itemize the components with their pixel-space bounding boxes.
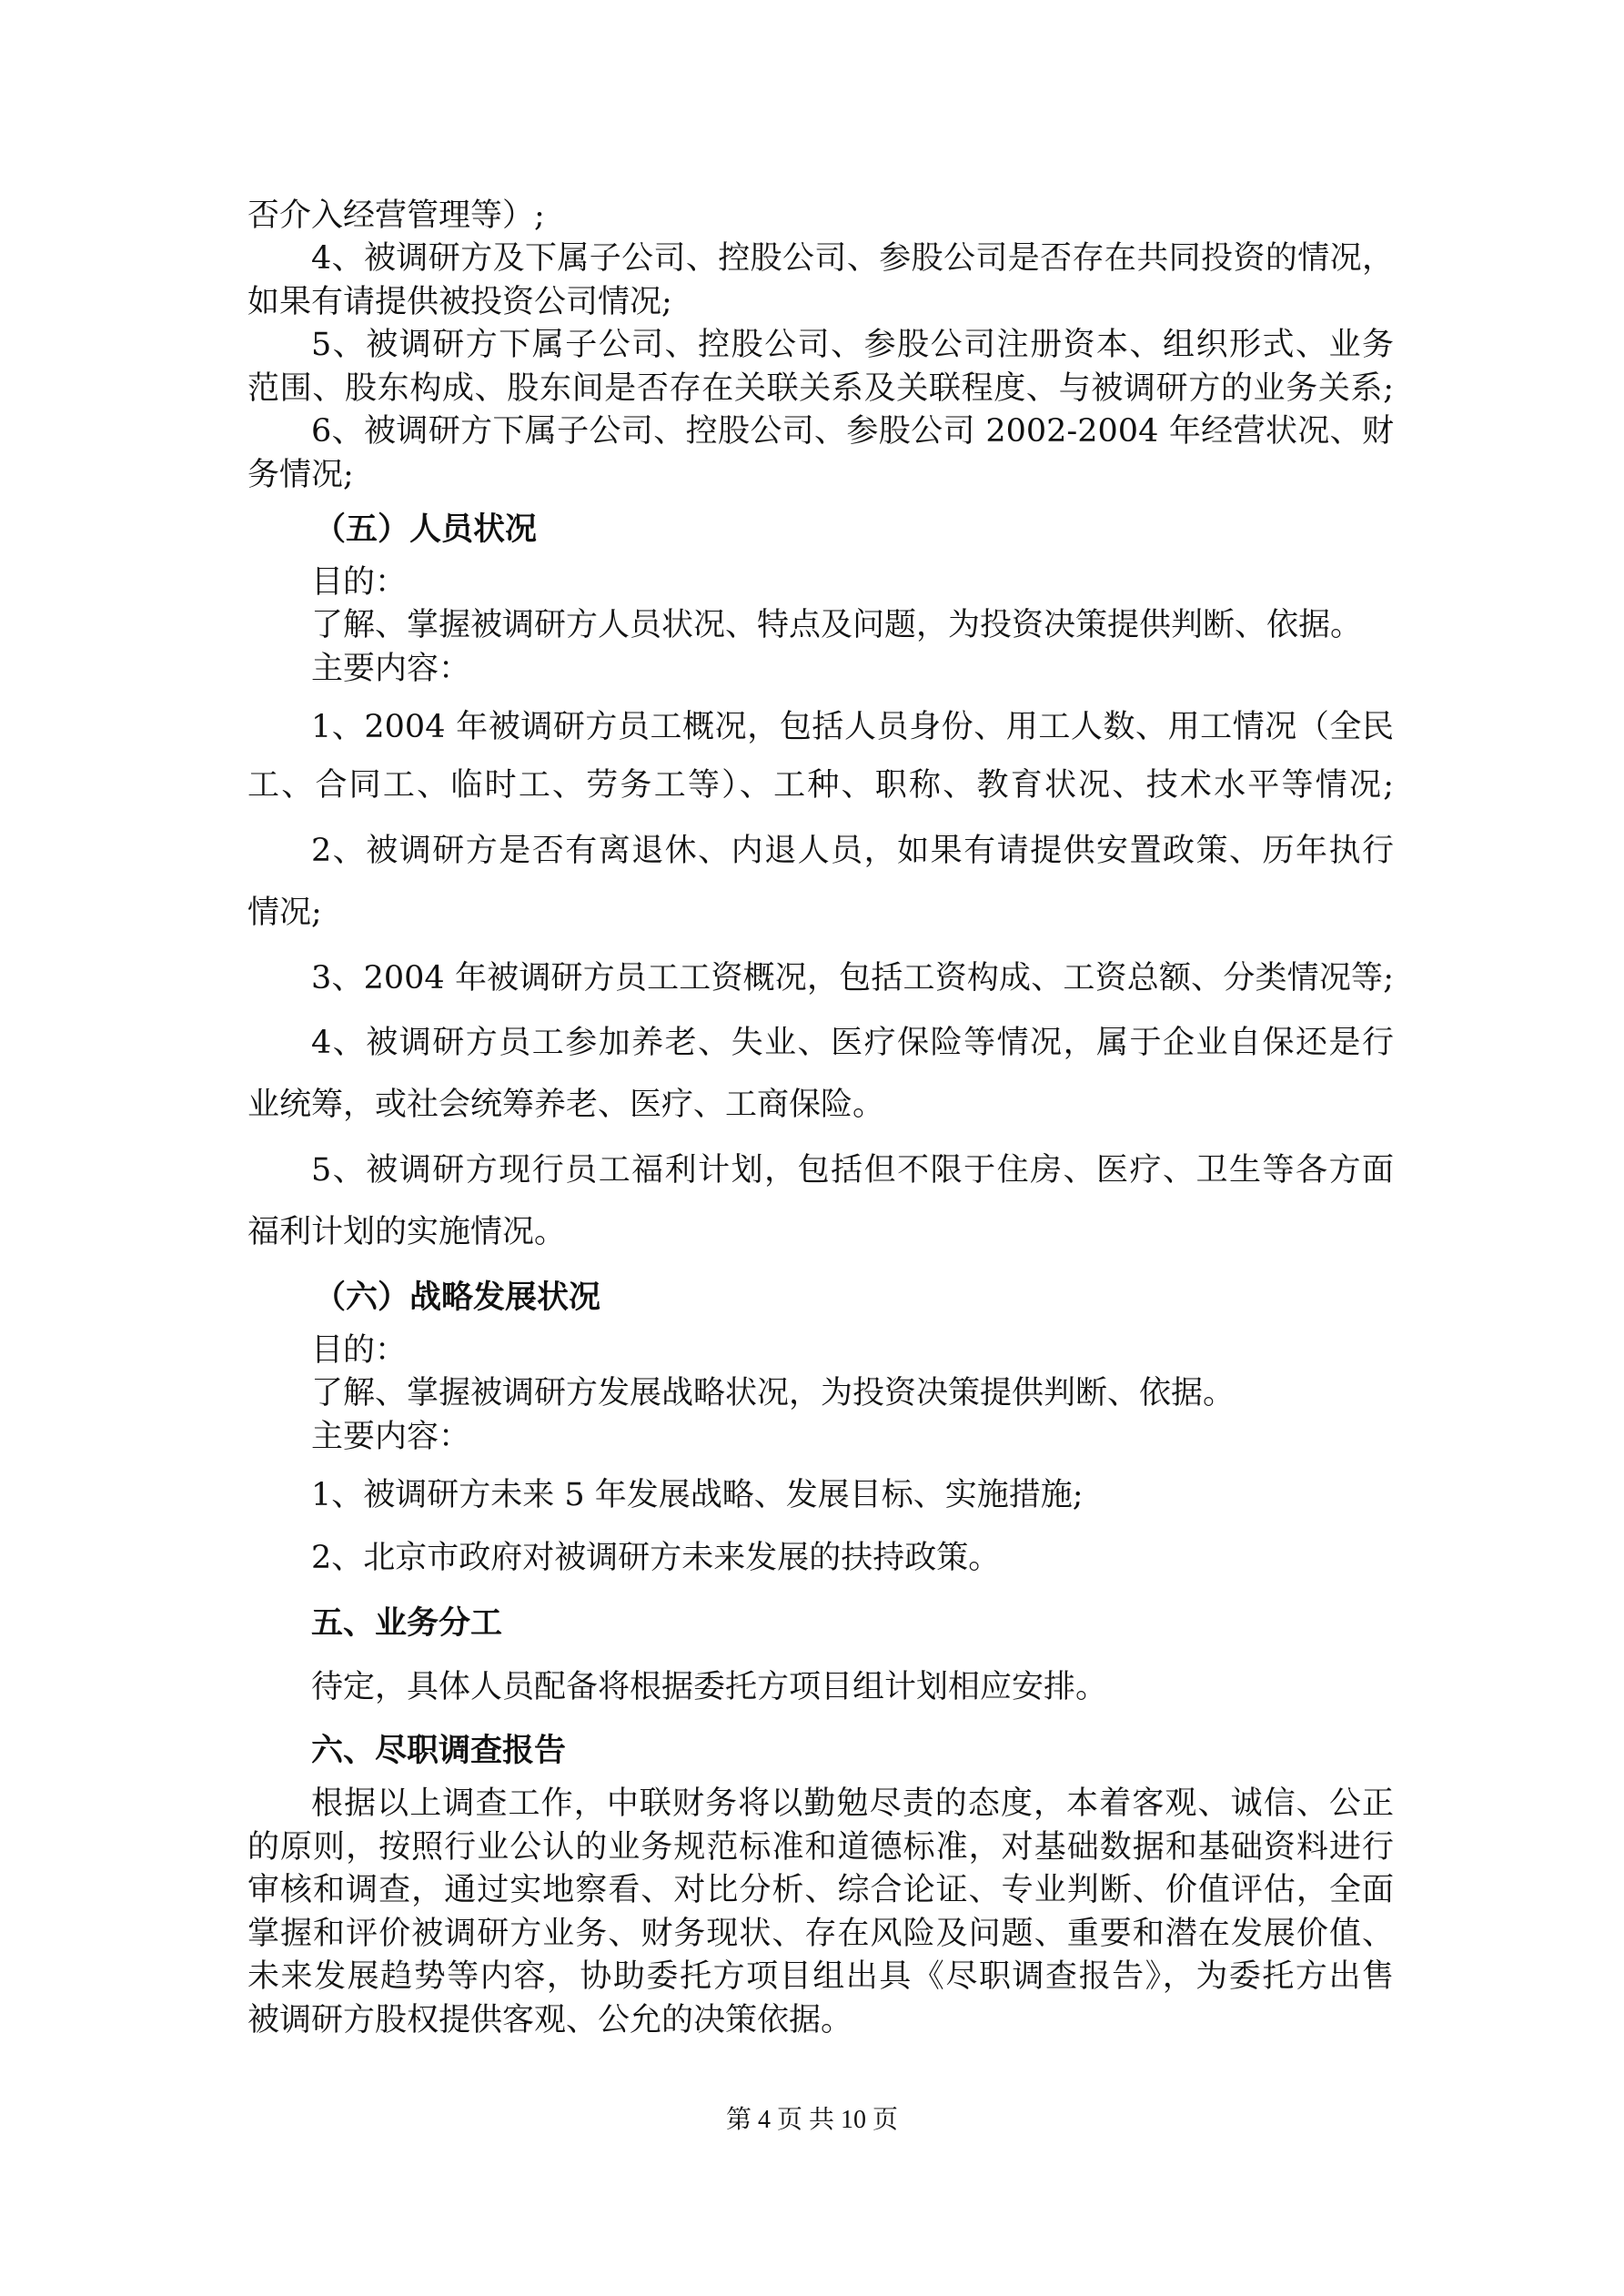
content-label: 主要内容： [311,651,471,687]
list-item-line: 工、合同工、临时工、劳务工等）、工种、职称、教育状况、技术水平等情况; [247,767,1394,804]
purpose-text: 了解、掌握被调研方发展战略状况，为投资决策提供判断、依据。 [311,1375,1236,1411]
list-item-line: 6、被调研方下属子公司、控股公司、参股公司 2002-2004 年经营状况、财 [311,413,1394,450]
list-item-line: 1、被调研方未来 5 年发展战略、发展目标、实施措施; [311,1477,1084,1513]
list-item-line: 2、北京市政府对被调研方未来发展的扶持政策。 [311,1540,1001,1576]
paragraph-line: 未来发展趋势等内容，协助委托方项目组出具《尽职调查报告》，为委托方出售 [247,1958,1394,1995]
paragraph-line: 被调研方股权提供客观、公允的决策依据。 [247,2002,853,2038]
paragraph-line: 审核和调查，通过实地察看、对比分析、综合论证、专业判断、价值评估，全面 [247,1872,1394,1908]
paragraph-line: 根据以上调查工作，中联财务将以勤勉尽责的态度，本着客观、诚信、公正 [311,1785,1394,1822]
list-item-line: 3、2004 年被调研方员工工资概况，包括工资构成、工资总额、分类情况等; [311,960,1394,996]
list-item-line: 1、2004 年被调研方员工概况，包括人员身份、用工人数、用工情况（全民 [311,709,1394,745]
section-heading-personnel: （五）人员状况 [314,511,538,548]
list-item-line: 4、被调研方员工参加养老、失业、医疗保险等情况，属于企业自保还是行 [311,1025,1394,1061]
list-item-line: 5、被调研方下属子公司、控股公司、参股公司注册资本、组织形式、业务 [311,327,1394,363]
division-of-work-text: 待定，具体人员配备将根据委托方项目组计划相应安排。 [311,1669,1108,1705]
list-item-line: 5、被调研方现行员工福利计划，包括但不限于住房、医疗、卫生等各方面 [311,1152,1394,1188]
list-item-line: 4、被调研方及下属子公司、控股公司、参股公司是否存在共同投资的情况， [311,240,1394,277]
part-heading-due-diligence-report: 六、尽职调查报告 [311,1732,567,1769]
paragraph-line: 的原则，按照行业公认的业务规范标准和道德标准，对基础数据和基础资料进行 [247,1829,1394,1866]
purpose-text: 了解、掌握被调研方人员状况、特点及问题，为投资决策提供判断、依据。 [311,607,1363,643]
page-number-footer: 第 4 页 共 10 页 [725,2106,898,2134]
list-item-line: 务情况; [247,457,354,493]
list-item-line: 业统筹，或社会统筹养老、医疗、工商保险。 [247,1087,885,1123]
content-label: 主要内容： [311,1419,471,1455]
paragraph-line: 否介入经营管理等）; [247,197,545,234]
list-item-line: 如果有请提供被投资公司情况; [247,284,672,320]
list-item-line: 2、被调研方是否有离退休、内退人员，如果有请提供安置政策、历年执行 [311,833,1394,869]
list-item-line: 福利计划的实施情况。 [247,1214,567,1250]
list-item-line: 范围、股东构成、股东间是否存在关联关系及关联程度、与被调研方的业务关系; [247,370,1394,407]
part-heading-division-of-work: 五、业务分工 [311,1604,503,1642]
paragraph-line: 掌握和评价被调研方业务、财务现状、存在风险及问题、重要和潜在发展价值、 [247,1916,1394,1952]
purpose-label: 目的： [311,564,408,601]
purpose-label: 目的： [311,1332,408,1369]
list-item-line: 情况; [247,895,322,931]
section-heading-strategy: （六）战略发展状况 [314,1279,601,1316]
